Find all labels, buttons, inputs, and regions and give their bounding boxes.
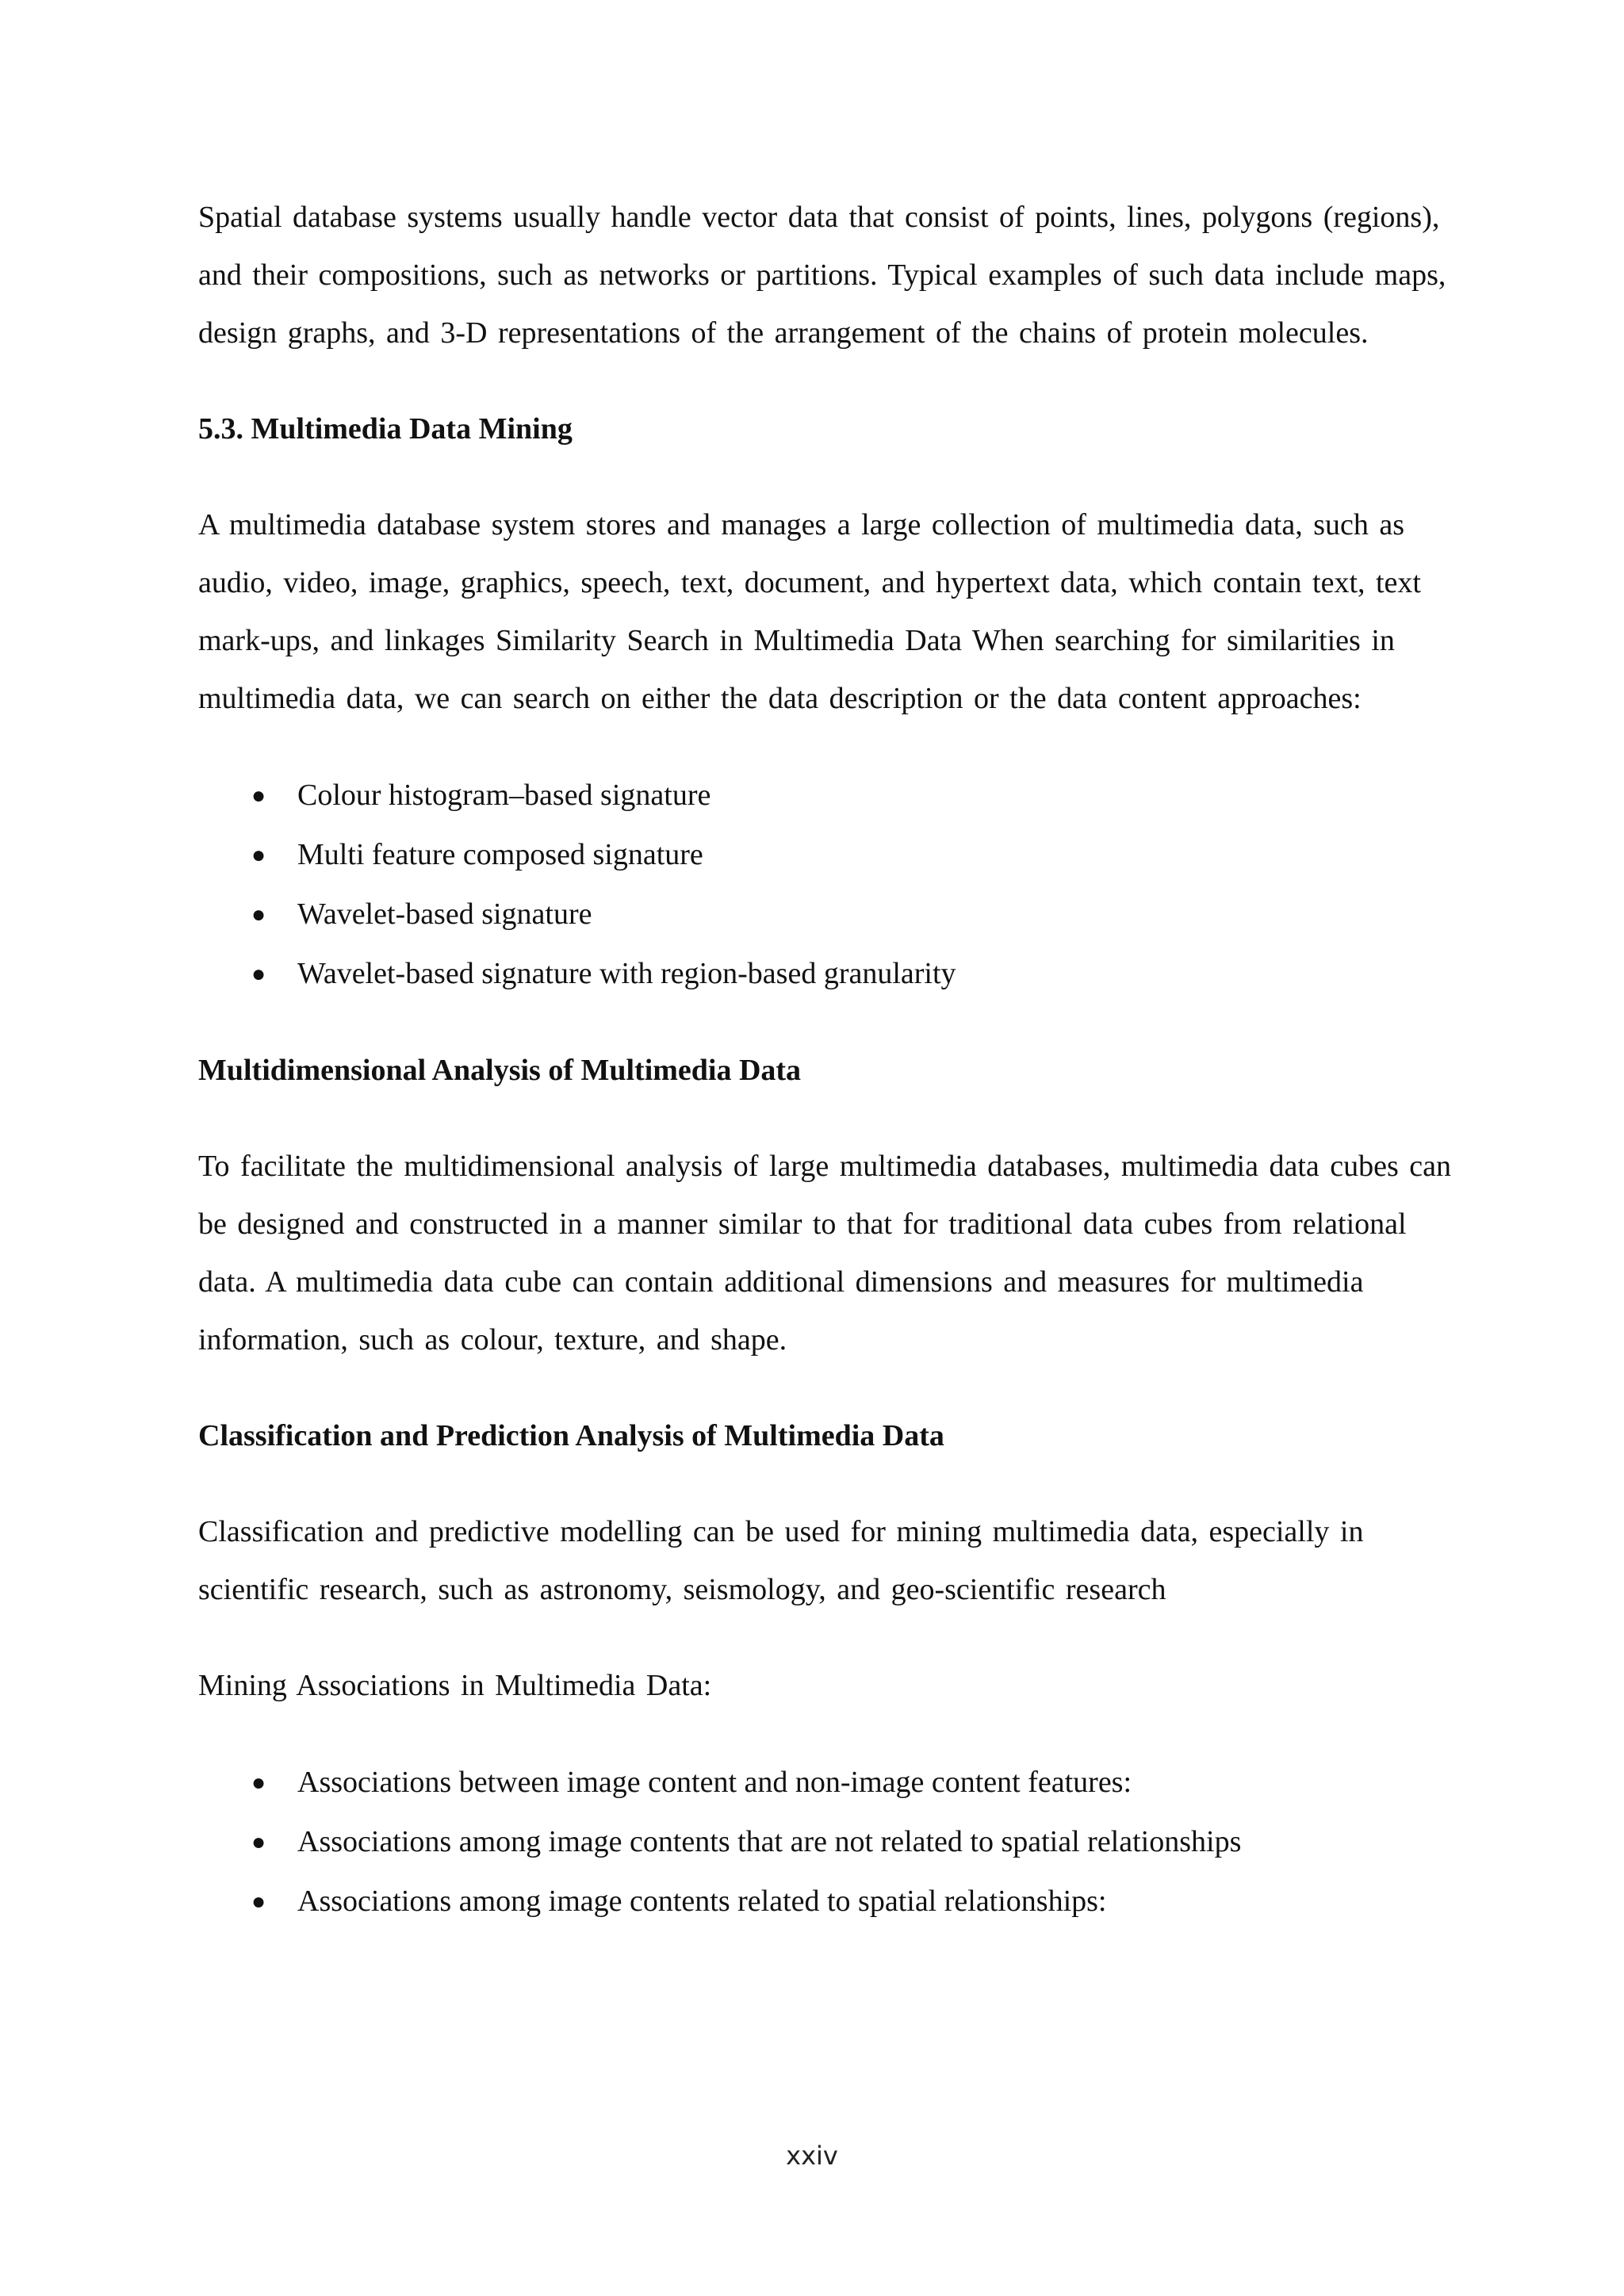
bullet-icon: ● [251, 783, 266, 809]
list-item: ● Associations among image contents that are not related to spatial relationships [198, 1812, 1451, 1872]
section-heading: 5.3. Multimedia Data Mining [198, 412, 573, 446]
list-item: ● Associations among image contents related to spatial relationships: [198, 1872, 1451, 1931]
page-number: xxiv [786, 2141, 838, 2171]
associations-list [198, 1753, 1451, 1931]
list-item: ● Colour histogram–based signature [198, 766, 1451, 825]
list-item: ● Multi feature composed signature [198, 825, 1451, 885]
multimedia-paragraph: A multimedia database system stores and manages a large collection of multimedia data, such as audio, video, image, graphics, speech, text, document, and hypertext data, which contain text, text mark-ups, and linkages Similarity Search in Multimedia Data When searching for similarities in multimedia data, we can search on either the data description or the data content approaches: [198, 508, 1421, 715]
bullet-icon: ● [251, 1829, 266, 1855]
document-page [198, 189, 1451, 1931]
multidim-paragraph: To facilitate the multidimensional analysis of large multimedia databases, multimedia data cubes can be designed and constructed in a manner similar to that for traditional data cubes from relational data. A multimedia data cube can contain additional dimensions and measures for multimedia information, such as colour, texture, and shape. [198, 1150, 1452, 1357]
bullet-icon: ● [251, 1770, 266, 1796]
subheading-classification: Classification and Prediction Analysis of Multimedia Data [198, 1419, 944, 1452]
intro-paragraph: Spatial database systems usually handle vector data that consist of points, lines, polygons (regions), and their compositions, such as networks or partitions. Typical examples of such data include maps, design graphs, and 3-D representations of the arrangement of the chains of protein molecules. [198, 201, 1446, 350]
list-item: ● Wavelet-based signature [198, 885, 1451, 944]
bullet-icon: ● [251, 901, 266, 928]
list-item: ● Associations between image content and non-image content features: [198, 1753, 1451, 1812]
bullet-icon: ● [251, 1888, 266, 1915]
classification-paragraph: Classification and predictive modelling can be used for mining multimedia data, especially in scientific research, such as astronomy, seismology, and geo-scientific research [198, 1515, 1364, 1606]
associations-intro: Mining Associations in Multimedia Data: [198, 1669, 712, 1702]
signature-list [198, 766, 1451, 1004]
bullet-icon: ● [251, 842, 266, 868]
list-item: ● Wavelet-based signature with region-based granularity [198, 944, 1451, 1004]
subheading-multidimensional: Multidimensional Analysis of Multimedia Data [198, 1054, 802, 1087]
bullet-icon: ● [251, 961, 266, 987]
